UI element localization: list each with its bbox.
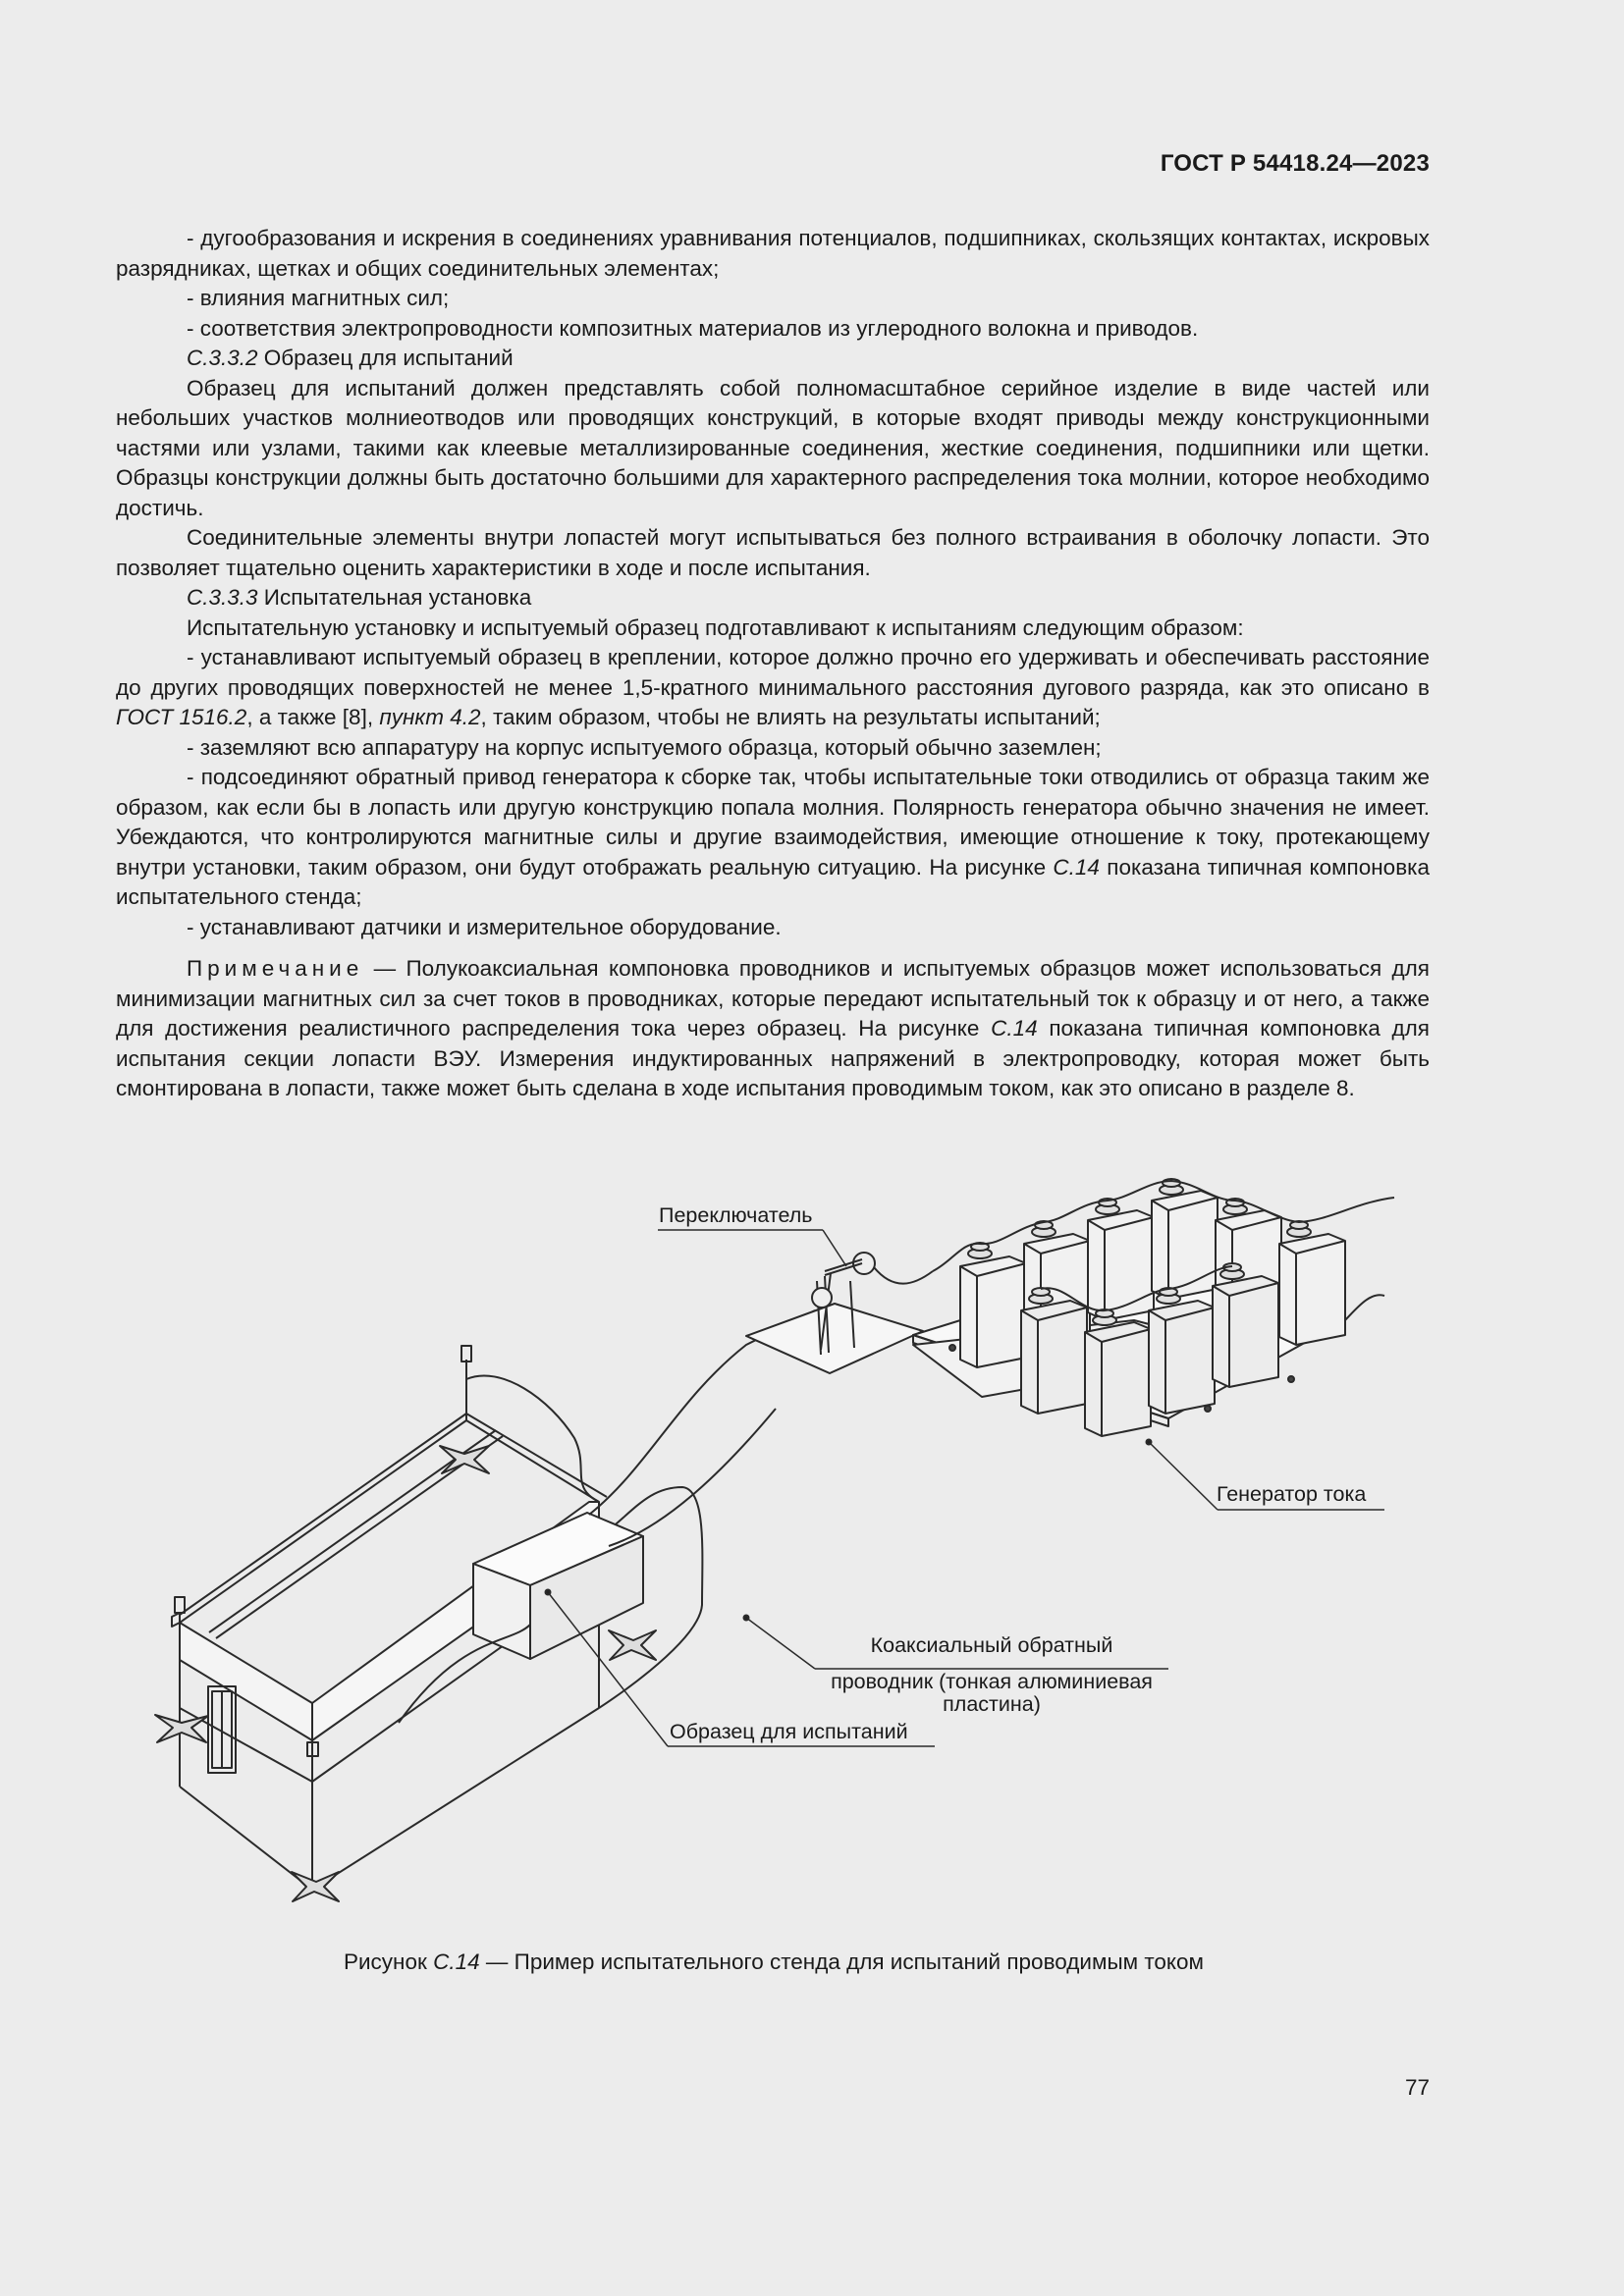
paragraph: Образец для испытаний должен представлять собой полномасштабное серийное изделие в виде частей или небольших участков молниеотводов или проводящих конструкций, в которые входят приводы между конструкционными частями или узлами, такими как клеевые металлизированные соединения, жесткие соединения, подшипники или щетки. Образцы конструкции должны быть достаточно большими для характерного распределения тока молнии, которое необходимо достичь. [116,375,1430,520]
list-item: - подсоединяют обратный привод генератора к сборке так, чтобы испытательные токи отводились от образца таким же образом, как если бы в лопасть или другую конструкцию попала молния. Полярность генератора обычно значения не имеет. Убеждаются, что контролируются магнитные силы и другие взаимодействия, имеющие отношение к току, протекающему внутри установки, таким образом, они будут отображать реальную ситуацию. На рисунке C.14 показана типичная компоновка испытательного стенда; [116,765,1430,909]
figure-reference: C.14 [991,1016,1038,1041]
subsection-number: C.3.3.3 [187,585,258,610]
figure-caption: Рисунок C.14 — Пример испытательного стенда для испытаний проводимым током [343,1949,1204,1974]
label-switch: Переключатель [659,1203,813,1227]
body-text [116,224,1430,1104]
label-generator: Генератор тока [1217,1482,1367,1506]
list-item: - дугообразования и искрения в соединениях уравнивания потенциалов, подшипниках, скользящих контактах, искровых разрядниках, щетках и общих соединительных элементах; [116,226,1430,281]
list-item: - устанавливают датчики и измерительное оборудование. [187,914,782,939]
figure-number: C.14 [433,1949,480,1974]
test-stand-figure [137,1173,1414,1949]
label-coax-line2: проводник (тонкая алюминиевая [831,1670,1153,1693]
list-item: - влияния магнитных сил; [187,286,450,310]
note: Примечание — Полукоаксиальная компоновка проводников и испытуемых образцов может использоваться для минимизации магнитных сил за счет токов в проводниках, которые передают испытательный ток к образцу и от него, а также для достижения реалистичного распределения тока через образец. На рисунке C.14 показана типичная компоновка для испытания секции лопасти ВЭУ. Измерения индуктированных напряжений в электропроводку, которая может быть смонтирована в лопасти, также может быть сделана в ходе испытания проводимым током, как это описано в разделе 8. [116,956,1430,1100]
standard-reference: ГОСТ 1516.2 [116,705,247,729]
list-item: - заземляют всю аппаратуру на корпус испытуемого образца, который обычно заземлен; [187,734,1102,760]
current-generator [913,1179,1394,1436]
note-label: Примечание [187,956,364,981]
standard-id: ГОСТ Р 54418.24—2023 [1160,150,1430,177]
subsection-number: C.3.3.2 [187,346,258,370]
coaxial-return-tray [172,1346,702,1890]
subsection-title: Образец для испытаний [257,346,514,370]
label-coax-line3: пластина) [943,1692,1041,1716]
list-item: - соответствия электропроводности композитных материалов из углеродного волокна и приводов. [187,315,1199,341]
figure-reference: C.14 [1053,854,1100,880]
page-number: 77 [1404,2075,1430,2100]
switch-device [746,1253,933,1373]
label-coax-line1: Коаксиальный обратный [870,1633,1113,1657]
paragraph: Испытательную установку и испытуемый образец подготавливают к испытаниям следующим образом: [187,614,1244,640]
subsection-title: Испытательная установка [257,585,532,610]
list-item: - устанавливают испытуемый образец в креплении, которое должно прочно его удерживать и обеспечивать расстояние до других проводящих поверхностей не менее 1,5-кратного минимального расстояния дугового разряда, как это описано в ГОСТ 1516.2, а также [8], пункт 4.2, таким образом, чтобы не влиять на результаты испытаний; [116,645,1430,729]
subsection-heading [116,344,1430,374]
clause-reference: пункт 4.2 [379,705,481,729]
paragraph: Соединительные элементы внутри лопастей могут испытываться без полного встраивания в оболочку лопасти. Это позволяет тщательно оценить характеристики в ходе и после испытания. [116,525,1430,580]
test-stand-drawing [137,1173,1414,1949]
subsection-heading [116,583,1430,614]
label-sample: Образец для испытаний [670,1720,908,1743]
